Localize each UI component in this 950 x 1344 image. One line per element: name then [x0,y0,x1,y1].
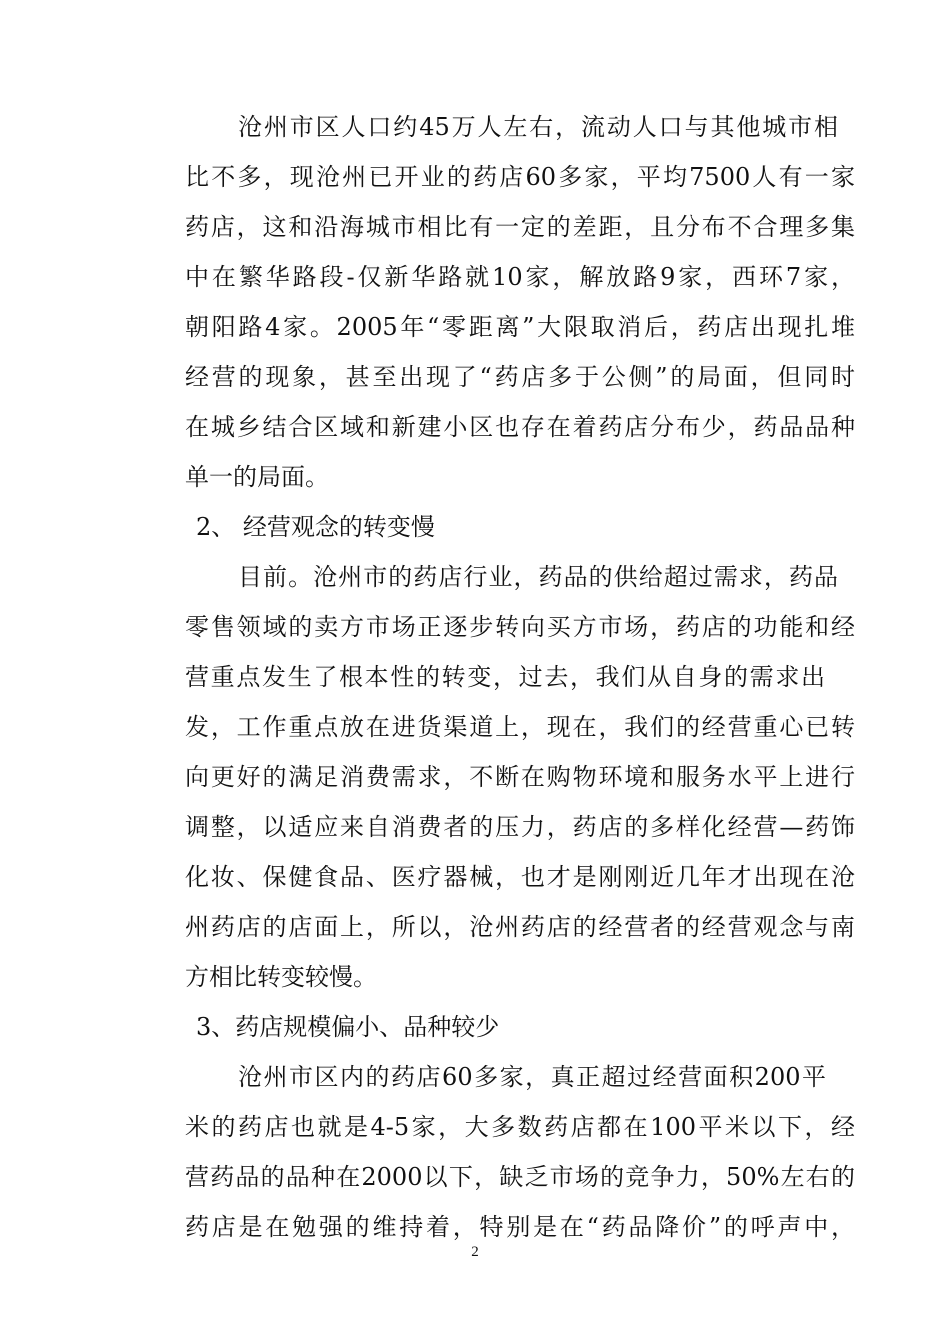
page-number: 2 [471,1244,479,1260]
paragraph-1-line-4: 中在繁华路段-仅新华路就10家，解放路9家，西环7家， [185,263,855,291]
paragraph-3-line-1: 沧州市区内的药店60多家，真正超过经营面积200平 [238,1063,826,1091]
paragraph-3-line-3: 营药品的品种在2000以下，缺乏市场的竞争力，50%左右的 [185,1163,855,1191]
paragraph-2-line-7: 化妆、保健食品、医疗器械，也才是刚刚近几年才出现在沧 [185,863,855,891]
paragraph-2-line-3: 营重点发生了根本性的转变，过去，我们从自身的需求出 [185,663,825,691]
paragraph-1-line-2: 比不多，现沧州已开业的药店60多家，平均7500人有一家 [185,163,855,191]
paragraph-1-line-5: 朝阳路4家。2005年“零距离”大限取消后，药店出现扎堆 [185,313,855,341]
paragraph-2-line-4: 发，工作重点放在进货渠道上，现在，我们的经营重心已转 [185,713,855,741]
paragraph-2-line-1: 目前。沧州市的药店行业，药品的供给超过需求，药品 [238,563,838,591]
paragraph-2-line-5: 向更好的满足消费需求，不断在购物环境和服务水平上进行 [185,763,855,791]
paragraph-3-line-2: 米的药店也就是4-5家，大多数药店都在100平米以下，经 [185,1113,855,1141]
paragraph-1-line-7: 在城乡结合区域和新建小区也存在着药店分布少，药品品种 [185,413,855,441]
section-heading-2: 2、 经营观念的转变慢 [196,513,435,541]
paragraph-1-line-3: 药店，这和沿海城市相比有一定的差距，且分布不合理多集 [185,213,855,241]
paragraph-2-line-8: 州药店的店面上，所以，沧州药店的经营者的经营观念与南 [185,913,855,941]
paragraph-2-line-2: 零售领域的卖方市场正逐步转向买方市场，药店的功能和经 [185,613,855,641]
paragraph-3-line-4: 药店是在勉强的维持着，特别是在“药品降价”的呼声中， [185,1213,855,1241]
paragraph-1-line-1: 沧州市区人口约45万人左右，流动人口与其他城市相 [238,113,838,141]
paragraph-2-line-9: 方相比转变较慢。 [185,963,377,991]
paragraph-2-line-6: 调整，以适应来自消费者的压力，药店的多样化经营—药饰 [185,813,855,841]
section-heading-3: 3、药店规模偏小、品种较少 [196,1013,500,1041]
paragraph-1-line-6: 经营的现象，甚至出现了“药店多于公侧”的局面，但同时 [185,363,855,391]
paragraph-1-line-8: 单一的局面。 [185,463,329,491]
